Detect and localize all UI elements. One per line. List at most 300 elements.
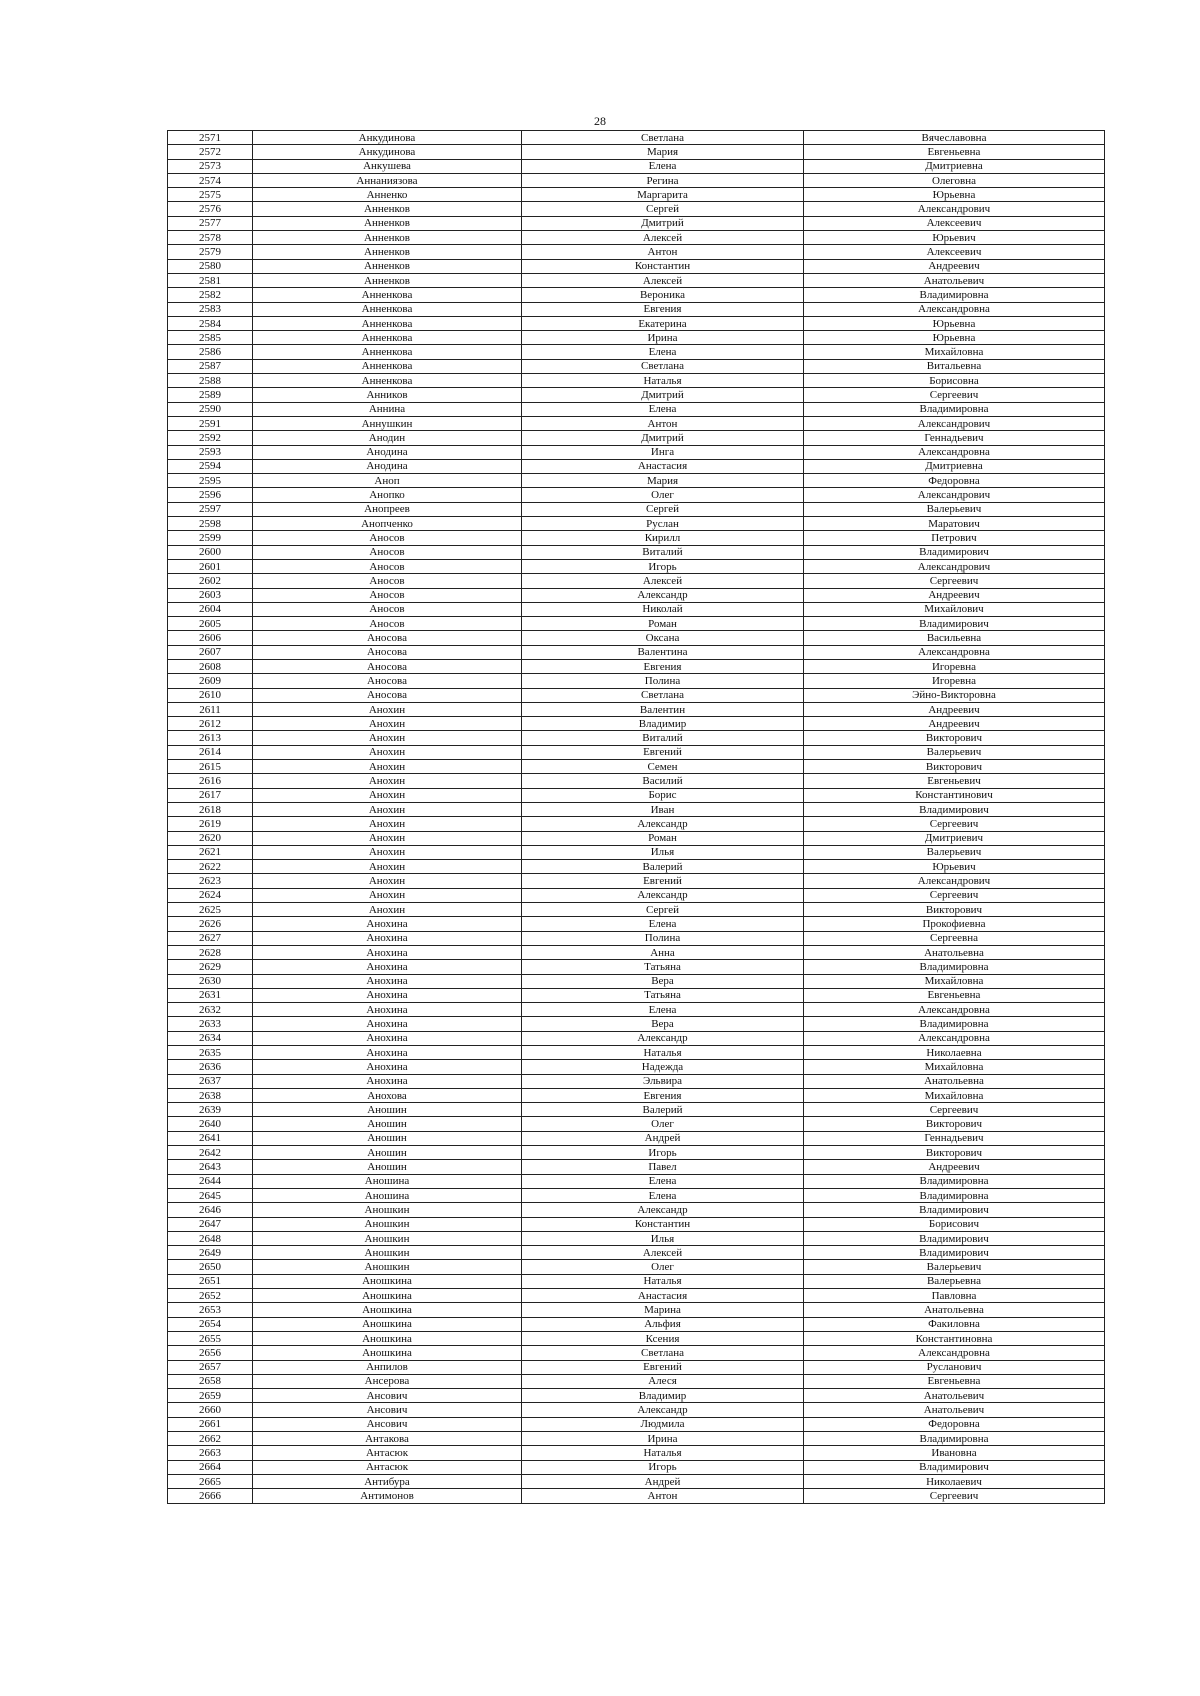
table-row bbox=[168, 1131, 1105, 1145]
table-row bbox=[168, 988, 1105, 1002]
row-number-cell: 2662 bbox=[168, 1432, 253, 1446]
row-number-cell: 2658 bbox=[168, 1374, 253, 1388]
patronymic-cell: Маратович bbox=[804, 517, 1105, 531]
patronymic-cell: Андреевич bbox=[804, 588, 1105, 602]
table-row bbox=[168, 760, 1105, 774]
patronymic-cell: Александровна bbox=[804, 1346, 1105, 1360]
first-name-cell: Андрей bbox=[522, 1131, 804, 1145]
row-number-cell: 2583 bbox=[168, 302, 253, 316]
patronymic-cell: Александрович bbox=[804, 488, 1105, 502]
row-number-cell: 2577 bbox=[168, 216, 253, 230]
first-name-cell: Светлана bbox=[522, 131, 804, 145]
patronymic-cell: Валерьевич bbox=[804, 845, 1105, 859]
table-row bbox=[168, 1317, 1105, 1331]
first-name-cell: Светлана bbox=[522, 1346, 804, 1360]
first-name-cell: Николай bbox=[522, 602, 804, 616]
row-number-cell: 2608 bbox=[168, 659, 253, 673]
patronymic-cell: Павловна bbox=[804, 1289, 1105, 1303]
last-name-cell: Анохова bbox=[253, 1088, 522, 1102]
row-number-cell: 2615 bbox=[168, 760, 253, 774]
last-name-cell: Анохина bbox=[253, 931, 522, 945]
patronymic-cell: Юрьевич bbox=[804, 860, 1105, 874]
row-number-cell: 2628 bbox=[168, 945, 253, 959]
row-number-cell: 2604 bbox=[168, 602, 253, 616]
last-name-cell: Анохин bbox=[253, 802, 522, 816]
last-name-cell: Анохина bbox=[253, 1046, 522, 1060]
last-name-cell: Анненков bbox=[253, 273, 522, 287]
row-number-cell: 2663 bbox=[168, 1446, 253, 1460]
row-number-cell: 2643 bbox=[168, 1160, 253, 1174]
last-name-cell: Аношкина bbox=[253, 1289, 522, 1303]
row-number-cell: 2574 bbox=[168, 173, 253, 187]
table-row bbox=[168, 231, 1105, 245]
patronymic-cell: Владимирович bbox=[804, 1246, 1105, 1260]
table-row bbox=[168, 459, 1105, 473]
row-number-cell: 2657 bbox=[168, 1360, 253, 1374]
table-row bbox=[168, 1260, 1105, 1274]
row-number-cell: 2639 bbox=[168, 1103, 253, 1117]
first-name-cell: Александр bbox=[522, 1031, 804, 1045]
first-name-cell: Елена bbox=[522, 1188, 804, 1202]
patronymic-cell: Константинович bbox=[804, 788, 1105, 802]
patronymic-cell: Александровна bbox=[804, 1031, 1105, 1045]
row-number-cell: 2584 bbox=[168, 316, 253, 330]
patronymic-cell: Геннадьевич bbox=[804, 1131, 1105, 1145]
first-name-cell: Регина bbox=[522, 173, 804, 187]
last-name-cell: Анохина bbox=[253, 1060, 522, 1074]
patronymic-cell: Федоровна bbox=[804, 474, 1105, 488]
first-name-cell: Владимир bbox=[522, 717, 804, 731]
table-row bbox=[168, 202, 1105, 216]
table-row bbox=[168, 145, 1105, 159]
patronymic-cell: Александровна bbox=[804, 1003, 1105, 1017]
row-number-cell: 2576 bbox=[168, 202, 253, 216]
first-name-cell: Константин bbox=[522, 1217, 804, 1231]
first-name-cell: Антон bbox=[522, 1489, 804, 1503]
last-name-cell: Аношкина bbox=[253, 1331, 522, 1345]
last-name-cell: Аннушкин bbox=[253, 416, 522, 430]
table-row bbox=[168, 1074, 1105, 1088]
row-number-cell: 2601 bbox=[168, 559, 253, 573]
row-number-cell: 2652 bbox=[168, 1289, 253, 1303]
table-row bbox=[168, 745, 1105, 759]
patronymic-cell: Сергеевна bbox=[804, 931, 1105, 945]
first-name-cell: Елена bbox=[522, 402, 804, 416]
first-name-cell: Иван bbox=[522, 802, 804, 816]
last-name-cell: Анопченко bbox=[253, 517, 522, 531]
patronymic-cell: Анатольевна bbox=[804, 945, 1105, 959]
table-row bbox=[168, 1217, 1105, 1231]
row-number-cell: 2585 bbox=[168, 331, 253, 345]
table-row bbox=[168, 831, 1105, 845]
patronymic-cell: Александровна bbox=[804, 645, 1105, 659]
first-name-cell: Алеся bbox=[522, 1374, 804, 1388]
patronymic-cell: Факиловна bbox=[804, 1317, 1105, 1331]
last-name-cell: Анненкова bbox=[253, 331, 522, 345]
first-name-cell: Светлана bbox=[522, 688, 804, 702]
table-row bbox=[168, 1432, 1105, 1446]
last-name-cell: Аносова bbox=[253, 645, 522, 659]
table-row bbox=[168, 888, 1105, 902]
last-name-cell: Анпилов bbox=[253, 1360, 522, 1374]
first-name-cell: Евгений bbox=[522, 1360, 804, 1374]
row-number-cell: 2603 bbox=[168, 588, 253, 602]
last-name-cell: Анохин bbox=[253, 760, 522, 774]
first-name-cell: Олег bbox=[522, 1260, 804, 1274]
row-number-cell: 2591 bbox=[168, 416, 253, 430]
patronymic-cell: Евгеньевич bbox=[804, 774, 1105, 788]
row-number-cell: 2609 bbox=[168, 674, 253, 688]
table-row bbox=[168, 731, 1105, 745]
table-row bbox=[168, 1046, 1105, 1060]
row-number-cell: 2598 bbox=[168, 517, 253, 531]
row-number-cell: 2655 bbox=[168, 1331, 253, 1345]
row-number-cell: 2660 bbox=[168, 1403, 253, 1417]
row-number-cell: 2620 bbox=[168, 831, 253, 845]
first-name-cell: Валерий bbox=[522, 1103, 804, 1117]
last-name-cell: Аносов bbox=[253, 574, 522, 588]
row-number-cell: 2659 bbox=[168, 1389, 253, 1403]
patronymic-cell: Анатольевич bbox=[804, 273, 1105, 287]
last-name-cell: Анохин bbox=[253, 888, 522, 902]
patronymic-cell: Сергеевич bbox=[804, 1103, 1105, 1117]
last-name-cell: Анненков bbox=[253, 202, 522, 216]
last-name-cell: Аношин bbox=[253, 1131, 522, 1145]
table-row bbox=[168, 1146, 1105, 1160]
first-name-cell: Полина bbox=[522, 931, 804, 945]
patronymic-cell: Викторович bbox=[804, 1146, 1105, 1160]
patronymic-cell: Михайловна bbox=[804, 1060, 1105, 1074]
row-number-cell: 2634 bbox=[168, 1031, 253, 1045]
last-name-cell: Аносов bbox=[253, 617, 522, 631]
first-name-cell: Илья bbox=[522, 845, 804, 859]
last-name-cell: Анохина bbox=[253, 1017, 522, 1031]
first-name-cell: Ксения bbox=[522, 1331, 804, 1345]
first-name-cell: Евгения bbox=[522, 302, 804, 316]
row-number-cell: 2596 bbox=[168, 488, 253, 502]
table-row bbox=[168, 1403, 1105, 1417]
first-name-cell: Игорь bbox=[522, 559, 804, 573]
first-name-cell: Ирина bbox=[522, 331, 804, 345]
patronymic-cell: Андреевич bbox=[804, 717, 1105, 731]
last-name-cell: Аношин bbox=[253, 1103, 522, 1117]
patronymic-cell: Владимировна bbox=[804, 288, 1105, 302]
last-name-cell: Ансович bbox=[253, 1403, 522, 1417]
row-number-cell: 2572 bbox=[168, 145, 253, 159]
last-name-cell: Аносов bbox=[253, 545, 522, 559]
table-row bbox=[168, 1003, 1105, 1017]
table-row bbox=[168, 131, 1105, 145]
first-name-cell: Сергей bbox=[522, 202, 804, 216]
patronymic-cell: Владимирович bbox=[804, 1460, 1105, 1474]
last-name-cell: Анохин bbox=[253, 903, 522, 917]
patronymic-cell: Михайлович bbox=[804, 602, 1105, 616]
table-row bbox=[168, 1346, 1105, 1360]
patronymic-cell: Дмитриевна bbox=[804, 459, 1105, 473]
table-row bbox=[168, 302, 1105, 316]
row-number-cell: 2664 bbox=[168, 1460, 253, 1474]
first-name-cell: Дмитрий bbox=[522, 388, 804, 402]
patronymic-cell: Александрович bbox=[804, 416, 1105, 430]
last-name-cell: Анохин bbox=[253, 774, 522, 788]
first-name-cell: Борис bbox=[522, 788, 804, 802]
first-name-cell: Валерий bbox=[522, 860, 804, 874]
table-row bbox=[168, 659, 1105, 673]
table-row bbox=[168, 1060, 1105, 1074]
patronymic-cell: Валерьевич bbox=[804, 745, 1105, 759]
row-number-cell: 2581 bbox=[168, 273, 253, 287]
first-name-cell: Александр bbox=[522, 817, 804, 831]
table-row bbox=[168, 817, 1105, 831]
patronymic-cell: Дмитриевна bbox=[804, 159, 1105, 173]
table-row bbox=[168, 245, 1105, 259]
last-name-cell: Аносова bbox=[253, 631, 522, 645]
last-name-cell: Анкудинова bbox=[253, 131, 522, 145]
row-number-cell: 2573 bbox=[168, 159, 253, 173]
row-number-cell: 2579 bbox=[168, 245, 253, 259]
row-number-cell: 2666 bbox=[168, 1489, 253, 1503]
table-row bbox=[168, 1031, 1105, 1045]
first-name-cell: Семен bbox=[522, 760, 804, 774]
last-name-cell: Аношкин bbox=[253, 1203, 522, 1217]
row-number-cell: 2592 bbox=[168, 431, 253, 445]
patronymic-cell: Андреевич bbox=[804, 1160, 1105, 1174]
table-row bbox=[168, 188, 1105, 202]
first-name-cell: Руслан bbox=[522, 517, 804, 531]
first-name-cell: Игорь bbox=[522, 1146, 804, 1160]
last-name-cell: Ансович bbox=[253, 1417, 522, 1431]
row-number-cell: 2631 bbox=[168, 988, 253, 1002]
table-row bbox=[168, 1103, 1105, 1117]
last-name-cell: Анненкова bbox=[253, 302, 522, 316]
first-name-cell: Кирилл bbox=[522, 531, 804, 545]
last-name-cell: Анкудинова bbox=[253, 145, 522, 159]
first-name-cell: Алексей bbox=[522, 273, 804, 287]
last-name-cell: Аношкина bbox=[253, 1274, 522, 1288]
patronymic-cell: Александровна bbox=[804, 445, 1105, 459]
patronymic-cell: Михайловна bbox=[804, 974, 1105, 988]
table-row bbox=[168, 1160, 1105, 1174]
table-row bbox=[168, 574, 1105, 588]
first-name-cell: Александр bbox=[522, 1403, 804, 1417]
row-number-cell: 2606 bbox=[168, 631, 253, 645]
patronymic-cell: Эйно-Викторовна bbox=[804, 688, 1105, 702]
first-name-cell: Евгения bbox=[522, 1088, 804, 1102]
patronymic-cell: Валерьевич bbox=[804, 1260, 1105, 1274]
last-name-cell: Анодина bbox=[253, 459, 522, 473]
row-number-cell: 2625 bbox=[168, 903, 253, 917]
first-name-cell: Елена bbox=[522, 1174, 804, 1188]
last-name-cell: Анохина bbox=[253, 917, 522, 931]
first-name-cell: Татьяна bbox=[522, 988, 804, 1002]
first-name-cell: Виталий bbox=[522, 731, 804, 745]
row-number-cell: 2575 bbox=[168, 188, 253, 202]
table-row bbox=[168, 702, 1105, 716]
table-row bbox=[168, 1174, 1105, 1188]
patronymic-cell: Юрьевна bbox=[804, 188, 1105, 202]
row-number-cell: 2613 bbox=[168, 731, 253, 745]
table-row bbox=[168, 445, 1105, 459]
row-number-cell: 2646 bbox=[168, 1203, 253, 1217]
patronymic-cell: Александрович bbox=[804, 874, 1105, 888]
patronymic-cell: Сергеевич bbox=[804, 1489, 1105, 1503]
first-name-cell: Наталья bbox=[522, 1046, 804, 1060]
patronymic-cell: Евгеньевна bbox=[804, 988, 1105, 1002]
patronymic-cell: Валерьевна bbox=[804, 1274, 1105, 1288]
row-number-cell: 2637 bbox=[168, 1074, 253, 1088]
table-row bbox=[168, 931, 1105, 945]
last-name-cell: Анников bbox=[253, 388, 522, 402]
table-row bbox=[168, 945, 1105, 959]
row-number-cell: 2619 bbox=[168, 817, 253, 831]
table-row bbox=[168, 1374, 1105, 1388]
table-row bbox=[168, 1289, 1105, 1303]
patronymic-cell: Владимирович bbox=[804, 802, 1105, 816]
roster-body bbox=[168, 131, 1105, 1504]
last-name-cell: Аношкин bbox=[253, 1231, 522, 1245]
last-name-cell: Анохин bbox=[253, 817, 522, 831]
row-number-cell: 2616 bbox=[168, 774, 253, 788]
patronymic-cell: Борисовна bbox=[804, 374, 1105, 388]
row-number-cell: 2632 bbox=[168, 1003, 253, 1017]
row-number-cell: 2593 bbox=[168, 445, 253, 459]
row-number-cell: 2599 bbox=[168, 531, 253, 545]
table-row bbox=[168, 1188, 1105, 1202]
last-name-cell: Анненков bbox=[253, 259, 522, 273]
first-name-cell: Сергей bbox=[522, 502, 804, 516]
first-name-cell: Илья bbox=[522, 1231, 804, 1245]
row-number-cell: 2612 bbox=[168, 717, 253, 731]
row-number-cell: 2651 bbox=[168, 1274, 253, 1288]
patronymic-cell: Андреевич bbox=[804, 259, 1105, 273]
last-name-cell: Аношкина bbox=[253, 1346, 522, 1360]
row-number-cell: 2578 bbox=[168, 231, 253, 245]
last-name-cell: Анненкова bbox=[253, 374, 522, 388]
first-name-cell: Мария bbox=[522, 145, 804, 159]
first-name-cell: Евгения bbox=[522, 659, 804, 673]
first-name-cell: Олег bbox=[522, 1117, 804, 1131]
table-row bbox=[168, 273, 1105, 287]
row-number-cell: 2611 bbox=[168, 702, 253, 716]
first-name-cell: Ирина bbox=[522, 1432, 804, 1446]
table-row bbox=[168, 402, 1105, 416]
first-name-cell: Владимир bbox=[522, 1389, 804, 1403]
last-name-cell: Аношкин bbox=[253, 1260, 522, 1274]
first-name-cell: Оксана bbox=[522, 631, 804, 645]
last-name-cell: Анодина bbox=[253, 445, 522, 459]
patronymic-cell: Сергеевич bbox=[804, 388, 1105, 402]
row-number-cell: 2638 bbox=[168, 1088, 253, 1102]
patronymic-cell: Юрьевич bbox=[804, 231, 1105, 245]
first-name-cell: Наталья bbox=[522, 1446, 804, 1460]
row-number-cell: 2617 bbox=[168, 788, 253, 802]
table-row bbox=[168, 631, 1105, 645]
last-name-cell: Анохин bbox=[253, 845, 522, 859]
last-name-cell: Аннина bbox=[253, 402, 522, 416]
last-name-cell: Анохина bbox=[253, 1031, 522, 1045]
table-row bbox=[168, 1417, 1105, 1431]
table-row bbox=[168, 645, 1105, 659]
row-number-cell: 2645 bbox=[168, 1188, 253, 1202]
patronymic-cell: Алексеевич bbox=[804, 216, 1105, 230]
patronymic-cell: Анатольевич bbox=[804, 1389, 1105, 1403]
row-number-cell: 2602 bbox=[168, 574, 253, 588]
patronymic-cell: Александровна bbox=[804, 302, 1105, 316]
table-row bbox=[168, 1303, 1105, 1317]
patronymic-cell: Владимировна bbox=[804, 1432, 1105, 1446]
row-number-cell: 2630 bbox=[168, 974, 253, 988]
last-name-cell: Аношин bbox=[253, 1146, 522, 1160]
row-number-cell: 2618 bbox=[168, 802, 253, 816]
row-number-cell: 2649 bbox=[168, 1246, 253, 1260]
table-row bbox=[168, 917, 1105, 931]
patronymic-cell: Николаевич bbox=[804, 1474, 1105, 1488]
table-row bbox=[168, 416, 1105, 430]
first-name-cell: Виталий bbox=[522, 545, 804, 559]
row-number-cell: 2641 bbox=[168, 1131, 253, 1145]
first-name-cell: Евгений bbox=[522, 745, 804, 759]
row-number-cell: 2627 bbox=[168, 931, 253, 945]
row-number-cell: 2597 bbox=[168, 502, 253, 516]
last-name-cell: Анохин bbox=[253, 717, 522, 731]
last-name-cell: Антибура bbox=[253, 1474, 522, 1488]
first-name-cell: Татьяна bbox=[522, 960, 804, 974]
last-name-cell: Аносова bbox=[253, 659, 522, 673]
last-name-cell: Анненкова bbox=[253, 359, 522, 373]
table-row bbox=[168, 1274, 1105, 1288]
table-row bbox=[168, 1389, 1105, 1403]
last-name-cell: Аносов bbox=[253, 588, 522, 602]
first-name-cell: Альфия bbox=[522, 1317, 804, 1331]
first-name-cell: Екатерина bbox=[522, 316, 804, 330]
row-number-cell: 2636 bbox=[168, 1060, 253, 1074]
patronymic-cell: Андреевич bbox=[804, 702, 1105, 716]
last-name-cell: Антимонов bbox=[253, 1489, 522, 1503]
patronymic-cell: Игоревна bbox=[804, 659, 1105, 673]
last-name-cell: Анненко bbox=[253, 188, 522, 202]
patronymic-cell: Анатольевна bbox=[804, 1303, 1105, 1317]
first-name-cell: Елена bbox=[522, 1003, 804, 1017]
first-name-cell: Андрей bbox=[522, 1474, 804, 1488]
patronymic-cell: Олеговна bbox=[804, 173, 1105, 187]
table-row bbox=[168, 359, 1105, 373]
row-number-cell: 2654 bbox=[168, 1317, 253, 1331]
roster-table bbox=[167, 130, 1105, 1504]
row-number-cell: 2622 bbox=[168, 860, 253, 874]
patronymic-cell: Русланович bbox=[804, 1360, 1105, 1374]
row-number-cell: 2580 bbox=[168, 259, 253, 273]
last-name-cell: Аннаниязова bbox=[253, 173, 522, 187]
patronymic-cell: Сергеевич bbox=[804, 817, 1105, 831]
patronymic-cell: Дмитриевич bbox=[804, 831, 1105, 845]
patronymic-cell: Васильевна bbox=[804, 631, 1105, 645]
first-name-cell: Вероника bbox=[522, 288, 804, 302]
last-name-cell: Аношкина bbox=[253, 1303, 522, 1317]
table-row bbox=[168, 374, 1105, 388]
first-name-cell: Александр bbox=[522, 1203, 804, 1217]
last-name-cell: Ансерова bbox=[253, 1374, 522, 1388]
table-row bbox=[168, 316, 1105, 330]
last-name-cell: Антасюк bbox=[253, 1460, 522, 1474]
last-name-cell: Анодин bbox=[253, 431, 522, 445]
last-name-cell: Анненков bbox=[253, 245, 522, 259]
row-number-cell: 2656 bbox=[168, 1346, 253, 1360]
last-name-cell: Аношина bbox=[253, 1188, 522, 1202]
first-name-cell: Полина bbox=[522, 674, 804, 688]
first-name-cell: Эльвира bbox=[522, 1074, 804, 1088]
last-name-cell: Аносов bbox=[253, 531, 522, 545]
row-number-cell: 2590 bbox=[168, 402, 253, 416]
